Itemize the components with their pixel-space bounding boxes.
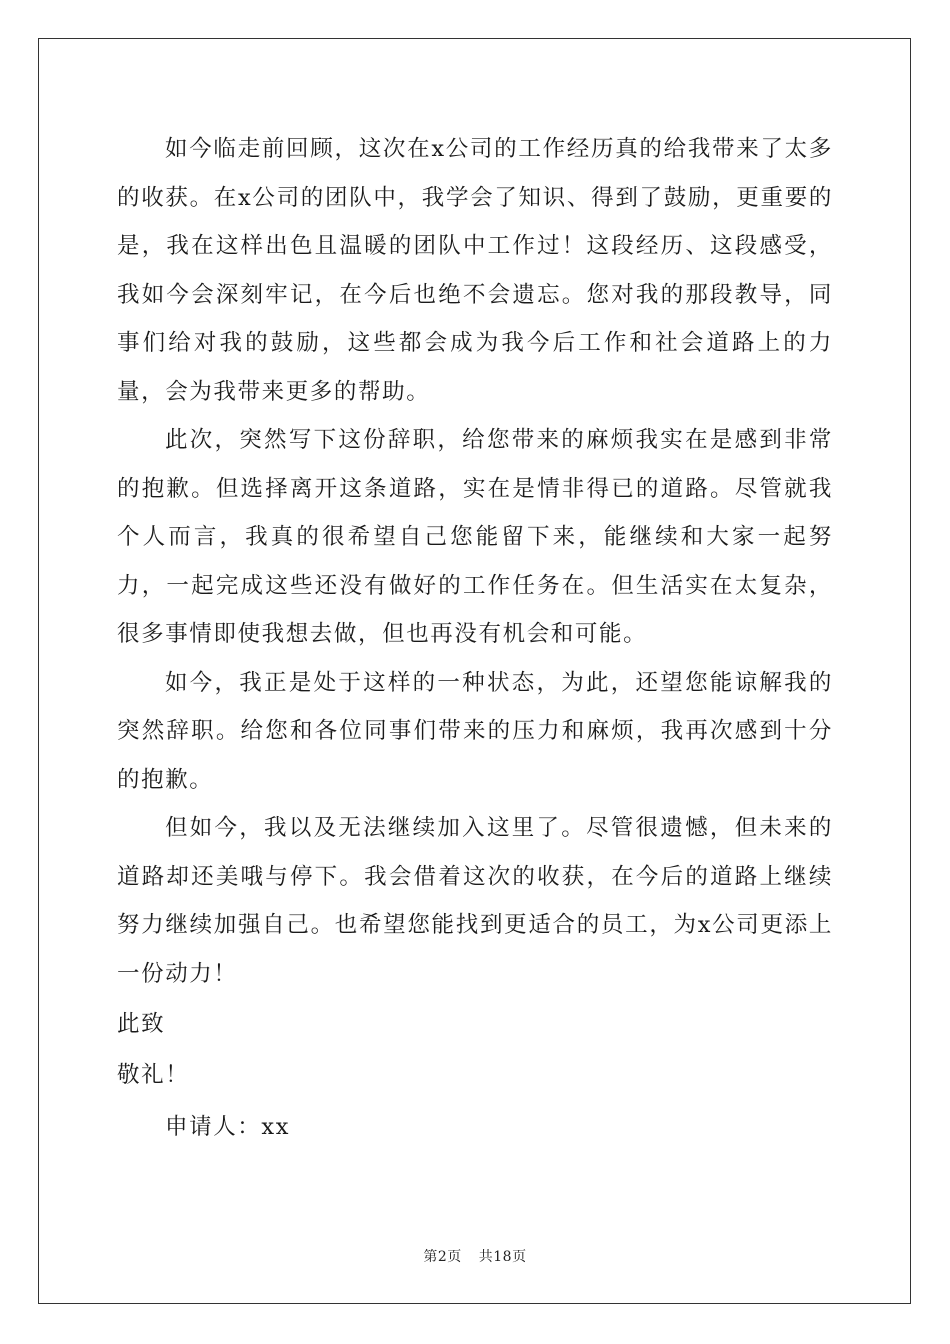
paragraph-3: 如今，我正是处于这样的一种状态，为此，还望您能谅解我的突然辞职。给您和各位同事们带来的压力和麻烦，我再次感到十分的抱歉。	[117, 669, 833, 793]
page-total: 共18页	[478, 1249, 527, 1265]
paragraph-2: 此次，突然写下这份辞职，给您带来的麻烦我实在是感到非常的抱歉。但选择离开这条道路，实在是情非得已的道路。尽管就我个人而言，我真的很希望自己您能留下来，能继续和大家一起努力，一起完成这些还没有做好的工作任务在。但生活实在太复杂，很多事情即使我想去做，但也再没有机会和可能。	[117, 427, 833, 647]
closing-salutation: 此致	[117, 1011, 166, 1037]
letter-body	[117, 125, 833, 1152]
paragraph-1: 如今临走前回顾，这次在x公司的工作经历真的给我带来了太多的收获。在x公司的团队中，我学会了知识、得到了鼓励，更重要的是，我在这样出色且温暖的团队中工作过！这段经历、这段感受，我如今会深刻牢记，在今后也绝不会遗忘。您对我的那段教导，同事们给对我的鼓励，这些都会成为我今后工作和社会道路上的力量，会为我带来更多的帮助。	[117, 136, 833, 405]
closing-regards: 敬礼！	[117, 1061, 190, 1088]
page-number: 第2页	[423, 1249, 462, 1265]
applicant-signature: 申请人：xx	[165, 1114, 290, 1140]
paragraph-4: 但如今，我以及无法继续加入这里了。尽管很遗憾，但未来的道路却还美哦与停下。我会借着这次的收获，在今后的道路上继续努力继续加强自己。也希望您能找到更适合的员工，为x公司更添上一份动力！	[117, 815, 833, 987]
page-footer	[0, 1246, 950, 1266]
